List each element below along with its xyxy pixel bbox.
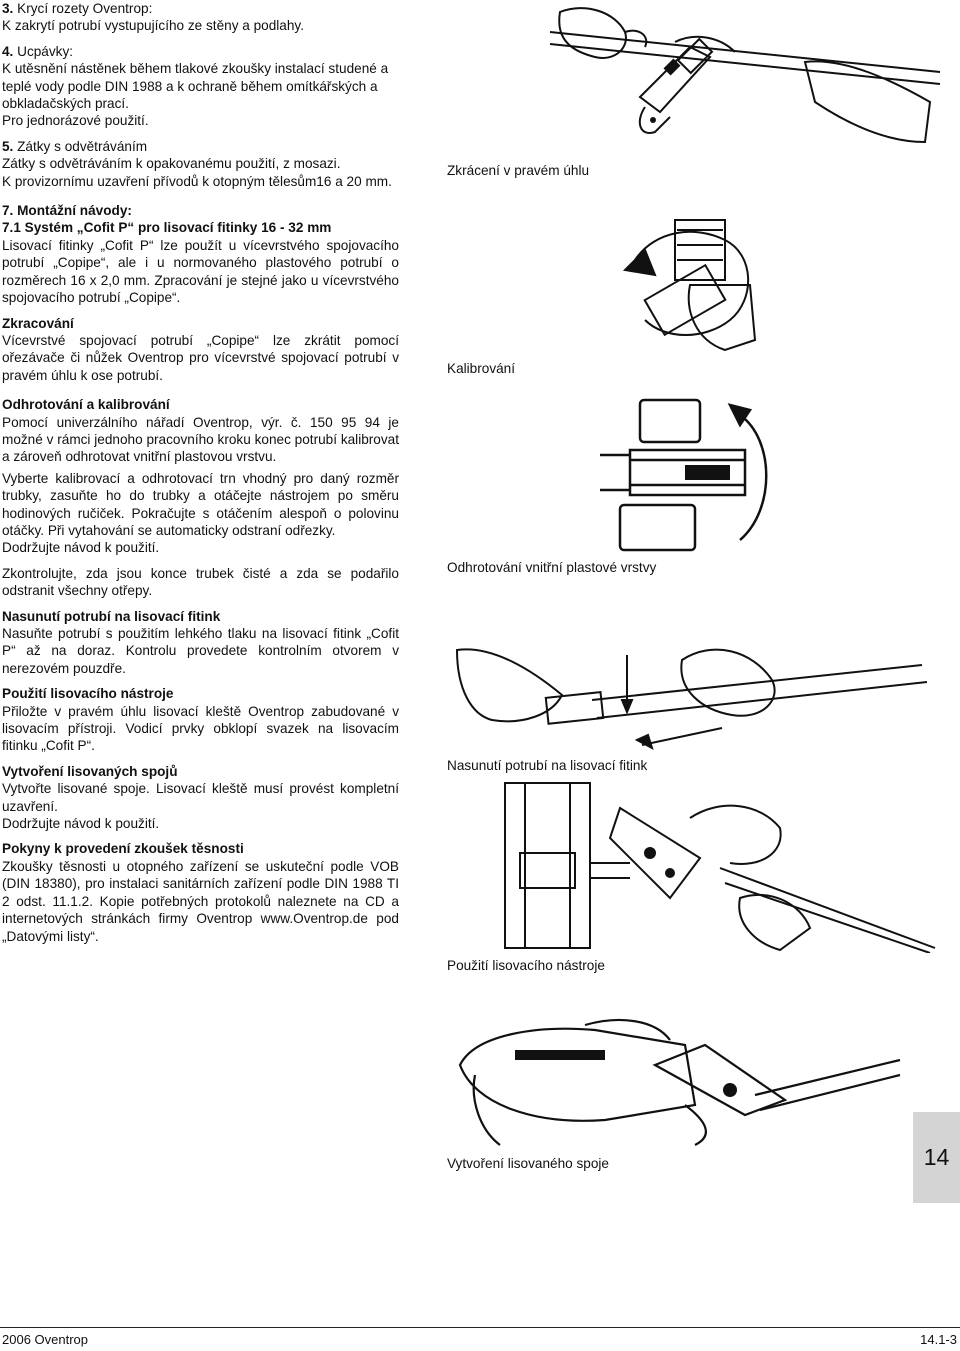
odhrotovani-text-2: Vyberte kalibrovací a odhrotovací trn vhodný pro daný rozměr trubky, zasuňte ho do trubky a otáčejte nástrojem po směru hodinových ručiček. Pokračujte s otáčením alespoň o polovinu otáčky. Při vytahování se automaticky odstraní odřezky.: [2, 470, 399, 538]
chapter-tab: 14: [913, 1112, 960, 1203]
vytvoreni-text: Vytvořte lisované spoje. Lisovací kleště musí provést kompletní uzavření.: [2, 781, 399, 814]
press-jaws: [655, 1045, 785, 1115]
odhrotovani-text-1: Pomocí univerzálního nářadí Oventrop, výr. č. 150 95 94 je možné v rámci jednoho pracovního kroku konec potrubí kalibrovat a zároveň odhrotovat vnitřní plastovou vrstvu.: [2, 414, 399, 465]
caption-cutting: Zkrácení v pravém úhlu: [447, 163, 590, 178]
footer-rule: [0, 1327, 960, 1328]
pouziti-text: Přiložte v pravém úhlu lisovací kleště Oventrop zabudované v lisovacím přístroji. Vodicí prvky obklopí svazek na lisovacím fitinku „Cofit P“.: [2, 703, 399, 754]
fitting-in-wall: [520, 853, 575, 888]
push-fitting-illustration: [452, 640, 932, 755]
section-3-text: K zakrytí potrubí vystupujícího ze stěny a podlahy.: [2, 18, 304, 34]
section-4-title: 4. Ucpávky:: [2, 43, 74, 59]
push-direction-arrow: [642, 728, 722, 745]
machine-grip-dark: [515, 1050, 605, 1060]
right-hand: [805, 61, 930, 142]
section-7-1-heading: 7.1 Systém „Cofit P“ pro lisovací fitinky 16 - 32 mm: [2, 220, 332, 236]
section-7-1-intro: Lisovací fitinky „Cofit P“ lze použít u vícevrstvého spojovacího potrubí „Copipe“, ale i u normovaného plastového potrubí o rozměrech 16 x 2,0 mm. Zpracování je stejné jako u vícevrstvého spojovacího potrubí „Copipe“.: [2, 237, 399, 306]
section-4-text: K utěsnění nástěnek během tlakové zkoušky instalací studené a teplé vody podle DIN 1988 a k ochraně během omítkářských a obkladačských prací.: [2, 61, 389, 112]
footer-right: 14.1-3: [920, 1332, 957, 1347]
fitting: [546, 692, 603, 724]
pouziti-heading: Použití lisovacího nástroje: [2, 686, 174, 702]
press-machine-body: [460, 1029, 695, 1121]
text-column: [2, 0, 399, 945]
calibration-illustration: [615, 190, 760, 355]
pipe-top-line: [550, 32, 940, 72]
vytvoreni-heading: Vytvoření lisovaných spojů: [2, 763, 178, 779]
pokyny-heading: Pokyny k provedení zkoušek těsnosti: [2, 841, 244, 857]
cutting-illustration: [545, 2, 945, 152]
pressing-tool-illustration: [500, 778, 940, 953]
caption-press-machine: Vytvoření lisovaného spoje: [447, 1156, 609, 1171]
press-machine-illustration: [455, 1005, 905, 1150]
pokyny-text: Zkoušky těsnosti u otopného zařízení se uskuteční podle VOB (DIN 18380), pro instalaci sanitárních zařízení podle DIN 1988 TI 2 odst. 11.1.2. Kopie potřebných protokolů naleznete na CD a internetových stránkách firmy Oventrop www.Oventrop.de pod „Datovými listy“.: [2, 858, 399, 944]
caption-push-fitting: Nasunutí potrubí na lisovací fitink: [447, 758, 648, 773]
pipe: [592, 665, 927, 718]
section-5-text: Zátky s odvětráváním k opakovanému použití, z mosazi.: [2, 156, 341, 172]
zkracovani-text: Vícevrstvé spojovací potrubí „Copipe“ lze zkrátit pomocí ořezávače či nůžek Oventrop pro vícevrstvé spojovací potrubí v pravém úhlu k ose potrubí.: [2, 332, 399, 383]
deburring-illustration: [590, 395, 780, 560]
odhrotovani-heading: Odhrotování a kalibrování: [2, 397, 170, 413]
caption-deburring: Odhrotování vnitřní plastové vrstvy: [447, 560, 657, 575]
lower-hand: [685, 1105, 706, 1145]
wall-section: [505, 783, 590, 948]
caption-calibration: Kalibrování: [447, 361, 516, 376]
pipe-body: [645, 265, 726, 335]
vytvoreni-text-2: Dodržujte návod k použití.: [2, 816, 160, 832]
section-5-text-2: K provizornímu uzavření přívodů k otopným tělesům16 a 20 mm.: [2, 173, 392, 189]
section-7-heading: 7. Montážní návody:: [2, 203, 132, 219]
tool-grip-top: [640, 400, 700, 442]
section-4-text-2: Pro jednorázové použití.: [2, 113, 149, 129]
lower-hand: [739, 895, 810, 950]
pipe: [720, 868, 935, 953]
footer-left: 2006 Oventrop: [2, 1332, 89, 1347]
caption-pressing-tool: Použití lisovacího nástroje: [447, 958, 605, 973]
section-3-title: 3. Krycí rozety Oventrop:: [2, 1, 153, 16]
section-5-title: 5. Zátky s odvětráváním: [2, 138, 148, 154]
tool-grip-bottom: [620, 505, 695, 550]
zkracovani-heading: Zkracování: [2, 315, 74, 331]
nasunuti-text: Nasuňte potrubí s použitím lehkého tlaku na lisovací fitink „Cofit P“ až na doraz. Kontrolu provedete kontrolním otvorem v nerezovém pouzdře.: [2, 626, 399, 676]
odhrotovani-text-3: Zkontrolujte, zda jsou konce trubek čisté a zda se podařilo odstranit všechny otřepy.: [2, 565, 399, 599]
power-cable: [474, 1075, 500, 1145]
odhrotovani-text-2b: Dodržujte návod k použití.: [2, 540, 160, 556]
nasunuti-heading: Nasunutí potrubí na lisovací fitink: [2, 608, 221, 624]
upper-hand: [690, 806, 781, 864]
